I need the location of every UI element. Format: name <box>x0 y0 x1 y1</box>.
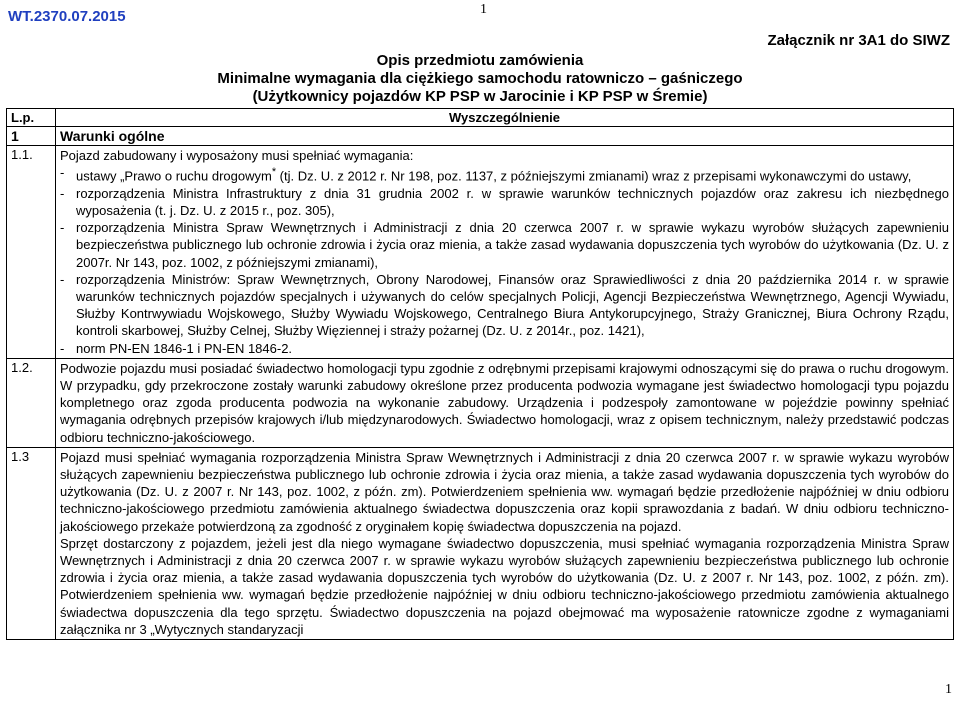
table-header-row <box>7 109 954 127</box>
list-item <box>60 271 949 340</box>
item-number: 1.1. <box>7 146 56 359</box>
item-paragraph: Sprzęt dostarczony z pojazdem, jeżeli jest dla niego wymagane świadectwo dopuszczenia, musi spełniać wymagania rozporządzenia Ministra Spraw Wewnętrznych i Administracji z dnia 20 czerwca 2007 r. w sprawie wykazu wyrobów służących zapewnieniu bezpieczeństwa publicznego lub ochronie zdrowia i życia oraz mienia, a także zasad wydawania dopuszczenia tych wyrobów do użytkowania (Dz. U. z 2007 r. Nr 143, poz. 1002, z późn. zm). Potwierdzeniem spełnienia ww. wymagań będzie przedłożenie najpóźniej w dniu odbioru techniczno-jakościowego przedmiotu zamówienia aktualnego świadectwa dopuszczenia dla tego sprzętu. Świadectwo dopuszczenia na pojazd obejmować ma wyposażenie ratownicze zgodne z wymaganiami załącznika nr 3 „Wytycznych standaryzacji <box>60 535 949 637</box>
list-item-text: rozporządzenia Ministra Spraw Wewnętrznych i Administracji z dnia 20 czerwca 2007 r. w sprawie wykazu wyrobów służących zapewnieniu bezpieczeństwa publicznego lub ochronie zdrowia i życia oraz mienia, a także zasad wydawania dopuszczenia tych wyrobów do użytkowania (Dz. U. z 2007r. Nr 143, poz. 1002, z późniejszymi zmianami), <box>76 220 949 270</box>
column-header-lp: L.p. <box>7 109 56 127</box>
list-item-text-cont: (tj. Dz. U. z 2012 r. Nr 198, poz. 1137, z późniejszymi zmianami) wraz z przepisami wykonawczymi do ustawy, <box>276 168 912 184</box>
document-title-line-2: Minimalne wymagania dla ciężkiego samochodu ratowniczo – gaśniczego <box>217 70 743 87</box>
section-number: 1 <box>7 127 56 146</box>
item-content <box>56 447 954 639</box>
list-item <box>60 185 949 219</box>
table-row <box>7 447 954 639</box>
list-item <box>60 164 949 185</box>
footnote-marker: * <box>271 166 277 179</box>
table-row <box>7 146 954 359</box>
list-dash: - <box>60 271 65 287</box>
table-row <box>7 358 954 447</box>
specification-table <box>6 108 954 640</box>
document-reference: WT.2370.07.2015 <box>8 8 126 25</box>
page-number-bottom: 1 <box>945 682 952 697</box>
item-content <box>56 358 954 447</box>
annex-label: Załącznik nr 3A1 do SIWZ <box>767 32 950 49</box>
list-item <box>60 340 949 357</box>
item-intro: Pojazd zabudowany i wyposażony musi spełniać wymagania: <box>60 148 414 163</box>
list-dash: - <box>60 220 65 236</box>
column-header-spec: Wyszczególnienie <box>56 109 954 127</box>
item-paragraph: Podwozie pojazdu musi posiadać świadectwo homologacji typu zgodnie z odrębnymi przepisami krajowymi odnoszącymi się do prawa o ruchu drogowym. W przypadku, gdy przekroczone zostały warunki zabudowy określone przez producenta podwozia wymagane jest świadectwo homologacji typu pojazdu kompletnego oraz zgoda producenta podwozia na wykonanie zabudowy. Urządzenia i podzespoły zamontowane w pojeździe powinny spełniać wymagania odrębnych przepisów krajowych i/lub międzynarodowych. Świadectwo homologacji, wraz z opisem technicznym, należy przedstawić podczas odbioru techniczno-jakościowego. <box>60 360 949 445</box>
document-title-line-1: Opis przedmiotu zamówienia <box>376 52 584 69</box>
section-row <box>7 127 954 146</box>
list-item <box>60 219 949 271</box>
list-item-text: rozporządzenia Ministrów: Spraw Wewnętrznych, Obrony Narodowej, Finansów oraz Sprawiedliwości z dnia 20 października 2014 r. w sprawie warunków technicznych pojazdów specjalnych i używanych do celów specjalnych Policji, Agencji Bezpieczeństwa Wewnętrznego, Agencji Wywiadu, Służby Kontrwywiadu Wojskowego, Służby Wywiadu Wojskowego, Centralnego Biura Antykorupcyjnego, Straży Granicznej, Biura Ochrony Rządu, kontroli skarbowej, Służby Celnej, Służby Więziennej i straży pożarnej (Dz. U. z 2014r., poz. 1421), <box>76 271 949 339</box>
list-item-text: rozporządzenia Ministra Infrastruktury z dnia 31 grudnia 2002 r. w sprawie warunków technicznych pojazdów oraz zakresu ich niezbędnego wyposażenia (t. j. Dz. U. z 2015 r., poz. 305), <box>76 185 949 218</box>
list-dash: - <box>60 340 65 356</box>
item-content <box>56 146 954 359</box>
document-title-line-3: (Użytkownicy pojazdów KP PSP w Jarocinie i KP PSP w Śremie) <box>252 88 708 105</box>
list-item-text: norm PN-EN 1846-1 i PN-EN 1846-2. <box>76 340 293 356</box>
page-number-top: 1 <box>480 2 487 17</box>
item-number: 1.3 <box>7 447 56 639</box>
item-paragraph: Pojazd musi spełniać wymagania rozporządzenia Ministra Spraw Wewnętrznych i Administracji z dnia 20 czerwca 2007 r. w sprawie wykazu wyrobów służących zapewnieniu bezpieczeństwa publicznego lub ochronie zdrowia i życia oraz mienia, a także zasad wydawania dopuszczenia tych wyrobów do użytkowania (Dz. U. z 2007 r. Nr 143, poz. 1002, z późn. zm). Potwierdzeniem spełnienia ww. wymagań będzie przedłożenie najpóźniej w dniu odbioru techniczno-jakościowego przedmiotu zamówienia aktualnego świadectwa dopuszczenia oraz kopii sprawozdania z badań. W dniu odbioru techniczno-jakościowego przekaże potwierdzoną za zgodność z oryginałem kopię świadectwa dopuszczenia na pojazd. <box>60 449 949 534</box>
item-number: 1.2. <box>7 358 56 447</box>
list-item-text: ustawy „Prawo o ruchu drogowym <box>76 168 272 184</box>
list-dash: - <box>60 185 65 201</box>
section-title: Warunki ogólne <box>56 127 954 146</box>
list-dash: - <box>60 165 65 181</box>
